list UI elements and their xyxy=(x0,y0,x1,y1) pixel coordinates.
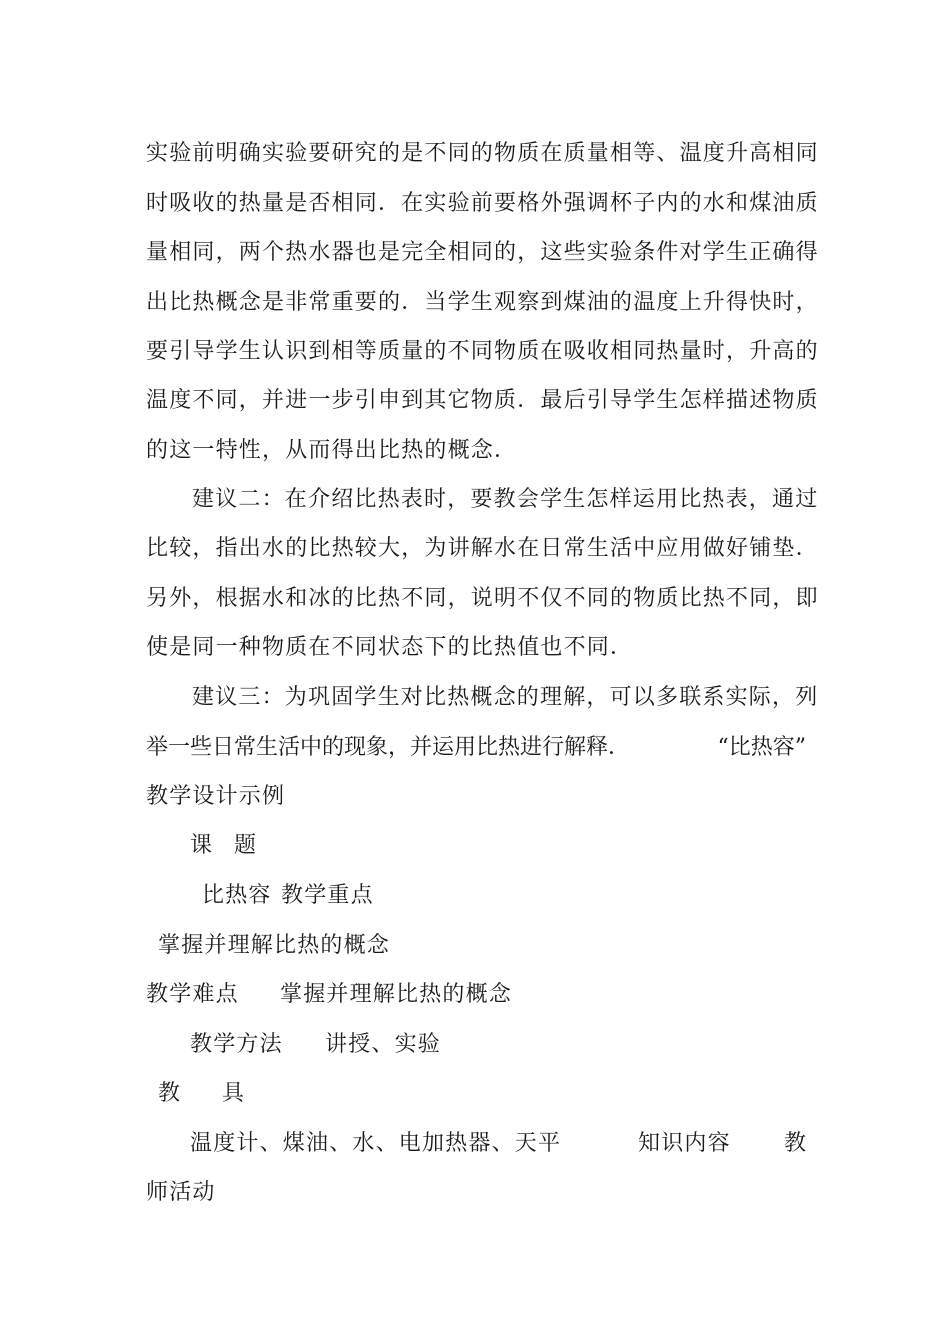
method-value: 讲授、实验 xyxy=(325,1032,442,1057)
difficulty-value: 掌握并理解比热的概念 xyxy=(280,982,513,1007)
tools-label-1: 教 xyxy=(158,1081,182,1106)
paragraph-1-line-5: 要引导学生认识到相等质量的不同物质在吸收相同热量时，升高的 xyxy=(146,339,819,364)
suggestion-2-line-1: 建议二：在介绍比热表时，要教会学生怎样运用比热表，通过 xyxy=(192,487,819,512)
method-label: 教学方法 xyxy=(190,1032,283,1057)
paragraph-1-line-6: 温度不同，并进一步引申到其它物质．最后引导学生怎样描述物质 xyxy=(146,388,819,413)
key-point-label: 教学重点 xyxy=(281,883,374,908)
suggestion-2-line-2: 比较，指出水的比热较大，为讲解水在日常生活中应用做好铺垫． xyxy=(146,536,819,561)
tools-value: 温度计、煤油、水、电加热器、天平 xyxy=(190,1131,562,1156)
suggestion-3-text: 举一些日常生活中的现象，并运用比热进行解释． xyxy=(146,735,631,760)
paragraph-1-line-3: 量相同，两个热水器也是完全相同的，这些实验条件对学生正确得 xyxy=(146,240,819,265)
paragraph-1-line-7: 的这一特性，从而得出比热的概念． xyxy=(146,438,518,463)
topic-label-1: 课 xyxy=(190,833,214,858)
key-point-value: 掌握并理解比热的概念 xyxy=(158,933,391,958)
suggestion-2-line-4: 使是同一种物质在不同状态下的比热值也不同． xyxy=(146,635,634,660)
suggestion-2-line-3: 另外，根据水和冰的比热不同，说明不仅不同的物质比热不同，即 xyxy=(146,586,819,611)
paragraph-1-line-4: 出比热概念是非常重要的．当学生观察到煤油的温度上升得快时， xyxy=(146,290,819,315)
difficulty-label: 教学难点 xyxy=(146,982,239,1007)
paragraph-1-line-1: 实验前明确实验要研究的是不同的物质在质量相等、温度升高相同 xyxy=(146,141,819,166)
suggestion-3-line-2 xyxy=(146,733,806,763)
topic-label-2: 题 xyxy=(234,833,258,858)
paragraph-1-line-2: 时吸收的热量是否相同．在实验前要格外强调杯子内的水和煤油质 xyxy=(146,191,819,216)
suggestion-3-line-1: 建议三：为巩固学生对比热概念的理解，可以多联系实际，列 xyxy=(192,685,819,710)
example-title-rest: 教学设计示例 xyxy=(146,784,286,809)
topic-value: 比热容 xyxy=(202,883,272,908)
knowledge-content-header: 知识内容 xyxy=(638,1131,731,1156)
tools-label-2: 具 xyxy=(222,1081,246,1106)
teacher-activity-header-2: 师活动 xyxy=(146,1180,216,1205)
teacher-activity-header-1: 教 xyxy=(784,1131,808,1156)
example-title-quote: “比热容” xyxy=(717,735,806,760)
